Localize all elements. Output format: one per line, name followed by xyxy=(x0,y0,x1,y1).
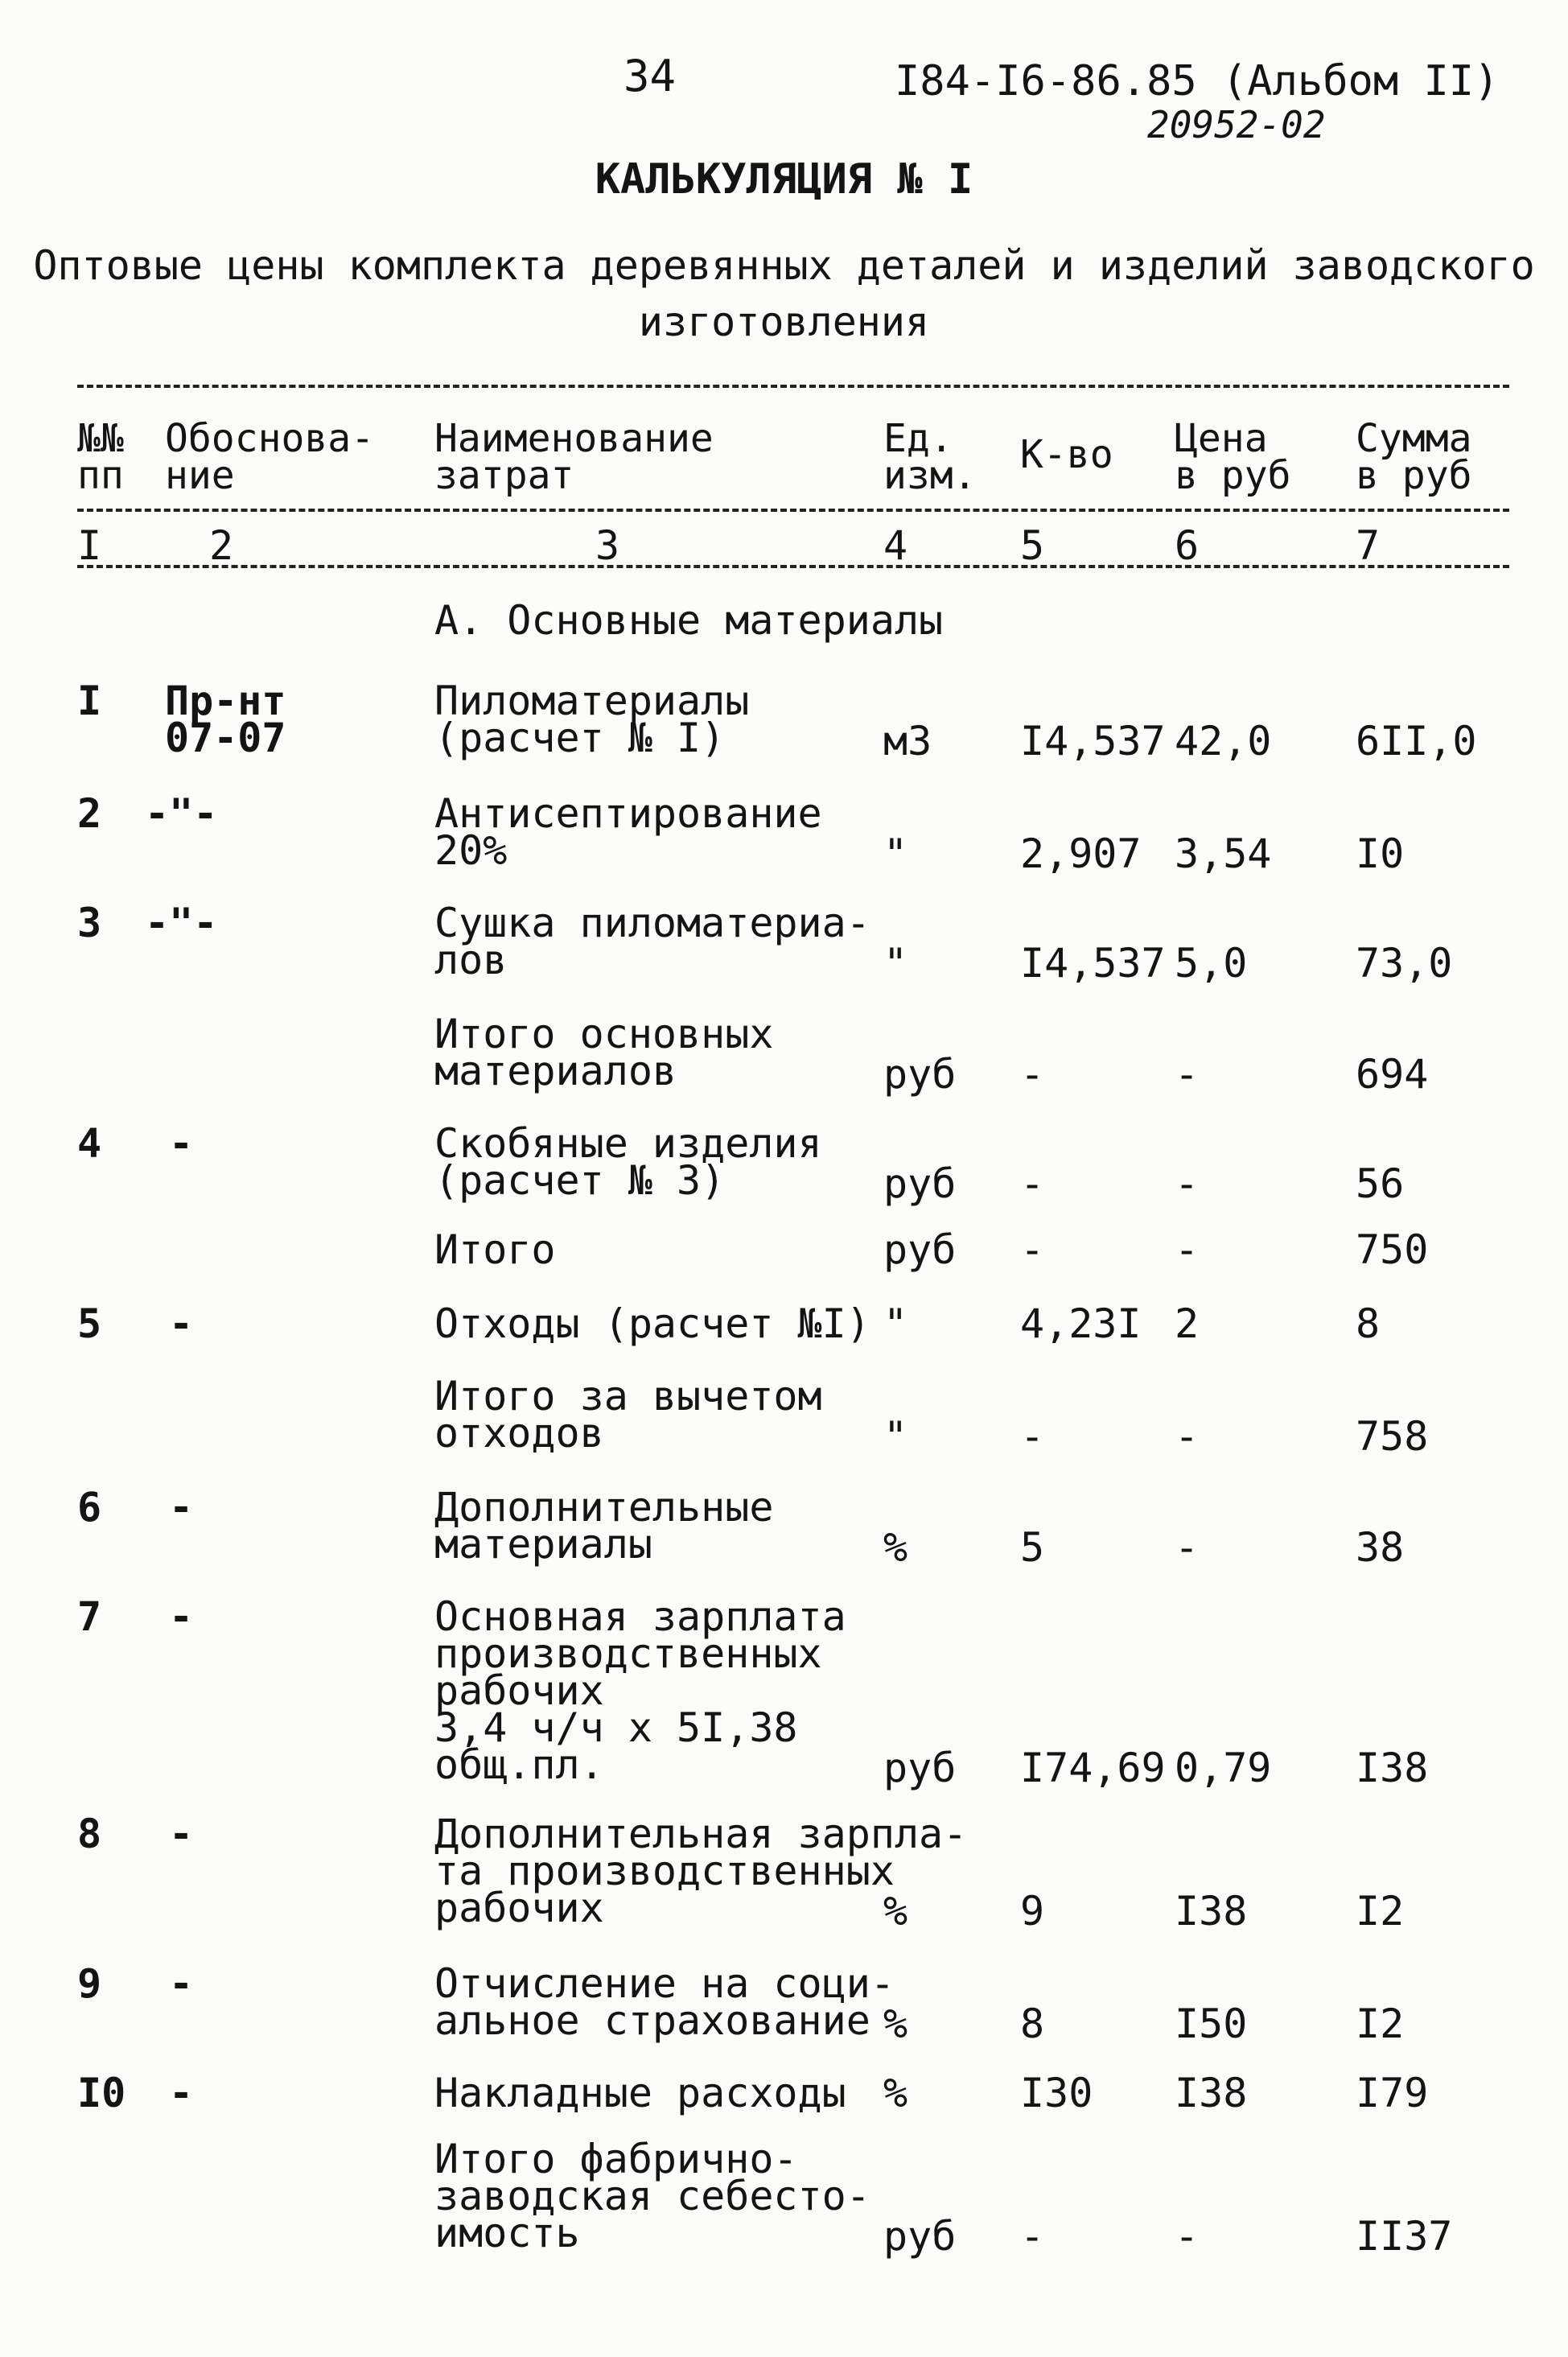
column-number-4: 4 xyxy=(883,522,908,569)
row-sum: II37 xyxy=(1356,2213,1453,2260)
row-name: Итого фабрично- заводская себесто- имость xyxy=(434,2136,870,2256)
row-sum: 694 xyxy=(1356,1051,1429,1098)
row-quantity: - xyxy=(1020,1226,1045,1273)
column-header-3: Наименование затрат xyxy=(434,416,714,498)
row-quantity: I30 xyxy=(1020,2070,1093,2116)
calculation-subtitle: Оптовые цены комплекта деревянных деталей и изделий заводского изготовления xyxy=(33,242,1535,345)
row-number: 8 xyxy=(77,1811,102,1857)
row-quantity: 8 xyxy=(1020,2001,1045,2047)
row-name: Антисептирование 20% xyxy=(434,790,822,874)
row-name: Пиломатериалы (расчет № I) xyxy=(434,678,750,761)
row-quantity: 4,23I xyxy=(1020,1300,1142,1347)
row-basis: - xyxy=(169,1593,194,1640)
row-price: 3,54 xyxy=(1175,830,1272,877)
row-number: 9 xyxy=(77,1960,102,2007)
row-quantity: - xyxy=(1020,1051,1045,1098)
row-price: 2 xyxy=(1175,1300,1200,1347)
row-sum: I0 xyxy=(1356,830,1405,877)
row-name: Сушка пиломатериа- лов xyxy=(434,900,870,983)
row-basis: -"- xyxy=(145,900,218,946)
row-sum: I79 xyxy=(1356,2070,1429,2116)
row-sum: 56 xyxy=(1356,1160,1405,1207)
section-title: А. Основные материалы xyxy=(434,597,944,644)
row-name: Скобяные изделия (расчет № 3) xyxy=(434,1120,822,1204)
row-sum: 73,0 xyxy=(1356,940,1453,987)
row-name: Итого xyxy=(434,1226,556,1273)
row-price: - xyxy=(1175,1413,1200,1460)
row-basis: - xyxy=(169,1960,194,2007)
row-unit: " xyxy=(883,1413,908,1460)
row-number: I0 xyxy=(77,2070,126,2116)
row-unit: м3 xyxy=(883,718,932,764)
row-quantity: - xyxy=(1020,2213,1045,2260)
row-quantity: 2,907 xyxy=(1020,830,1142,877)
column-number-5: 5 xyxy=(1020,522,1045,569)
table-rule-numbers xyxy=(77,565,1509,568)
row-sum: 758 xyxy=(1356,1413,1429,1460)
row-sum: 8 xyxy=(1356,1300,1381,1347)
row-quantity: - xyxy=(1020,1413,1045,1460)
column-number-2: 2 xyxy=(209,522,234,569)
row-basis: - xyxy=(169,1300,194,1347)
document-code: I84-I6-86.85 (Альбом II) xyxy=(895,57,1500,105)
row-price: - xyxy=(1175,2213,1200,2260)
column-number-3: 3 xyxy=(595,522,620,569)
row-name: Дополнительные материалы xyxy=(434,1484,774,1568)
row-quantity: - xyxy=(1020,1160,1045,1207)
row-quantity: I74,69 xyxy=(1020,1745,1166,1791)
row-price: 42,0 xyxy=(1175,718,1272,764)
row-basis: -"- xyxy=(145,790,218,837)
row-unit: % xyxy=(883,2070,908,2116)
row-quantity: 5 xyxy=(1020,1524,1045,1571)
row-number: 2 xyxy=(77,790,102,837)
row-price: - xyxy=(1175,1226,1200,1273)
row-unit: руб xyxy=(883,1051,957,1098)
column-number-1: I xyxy=(77,522,102,569)
row-number: 6 xyxy=(77,1484,102,1531)
row-quantity: I4,537 xyxy=(1020,718,1166,764)
calculation-title: КАЛЬКУЛЯЦИЯ № I xyxy=(595,155,973,204)
row-number: 4 xyxy=(77,1120,102,1167)
row-basis: Пр-нт 07-07 xyxy=(165,678,286,761)
row-unit: % xyxy=(883,1524,908,1571)
row-unit: руб xyxy=(883,1160,957,1207)
column-header-1: №№ пп xyxy=(77,416,124,498)
row-price: I50 xyxy=(1175,2001,1248,2047)
row-name: Отчисление на соци- альное страхование xyxy=(434,1960,895,2044)
row-unit: % xyxy=(883,2001,908,2047)
row-sum: I2 xyxy=(1356,2001,1405,2047)
page-number: 34 xyxy=(623,51,677,101)
row-name: Основная зарплата производственных рабочих 3,4 ч/ч х 5I,38 общ.пл. xyxy=(434,1593,846,1788)
table-rule-header xyxy=(77,509,1509,512)
row-unit: " xyxy=(883,830,908,877)
row-basis: - xyxy=(169,2070,194,2116)
row-sum: I38 xyxy=(1356,1745,1429,1791)
row-price: - xyxy=(1175,1051,1200,1098)
row-basis: - xyxy=(169,1811,194,1857)
column-header-2: Обоснова- ние xyxy=(165,416,375,498)
row-sum: 6II,0 xyxy=(1356,718,1477,764)
row-number: 5 xyxy=(77,1300,102,1347)
column-header-5: К-во xyxy=(1020,432,1113,477)
row-price: 0,79 xyxy=(1175,1745,1272,1791)
row-basis: - xyxy=(169,1120,194,1167)
row-name: Накладные расходы xyxy=(434,2070,846,2116)
row-name: Итого за вычетом отходов xyxy=(434,1373,822,1457)
row-sum: 750 xyxy=(1356,1226,1429,1273)
row-price: - xyxy=(1175,1524,1200,1571)
row-name: Дополнительная зарпла- та производственных рабочих xyxy=(434,1811,968,1931)
row-unit: руб xyxy=(883,1226,957,1273)
row-name: Итого основных материалов xyxy=(434,1011,774,1094)
row-number: 3 xyxy=(77,900,102,946)
row-unit: руб xyxy=(883,1745,957,1791)
row-unit: " xyxy=(883,1300,908,1347)
row-basis: - xyxy=(169,1484,194,1531)
column-header-6: Цена в руб xyxy=(1175,416,1291,498)
row-price: I38 xyxy=(1175,2070,1248,2116)
column-header-7: Сумма в руб xyxy=(1356,416,1472,498)
row-unit: руб xyxy=(883,2213,957,2260)
column-number-7: 7 xyxy=(1356,522,1381,569)
row-price: - xyxy=(1175,1160,1200,1207)
handwritten-note: 20952-02 xyxy=(1147,103,1326,146)
column-header-4: Ед. изм. xyxy=(883,416,977,498)
row-sum: 38 xyxy=(1356,1524,1405,1571)
row-quantity: I4,537 xyxy=(1020,940,1166,987)
row-unit: " xyxy=(883,940,908,987)
row-name: Отходы (расчет №I) xyxy=(434,1300,870,1347)
row-number: 7 xyxy=(77,1593,102,1640)
row-price: I38 xyxy=(1175,1888,1248,1935)
row-unit: % xyxy=(883,1888,908,1935)
column-number-6: 6 xyxy=(1175,522,1200,569)
row-sum: I2 xyxy=(1356,1888,1405,1935)
table-rule-top xyxy=(77,385,1509,388)
row-quantity: 9 xyxy=(1020,1888,1045,1935)
row-number: I xyxy=(77,678,102,724)
row-price: 5,0 xyxy=(1175,940,1248,987)
